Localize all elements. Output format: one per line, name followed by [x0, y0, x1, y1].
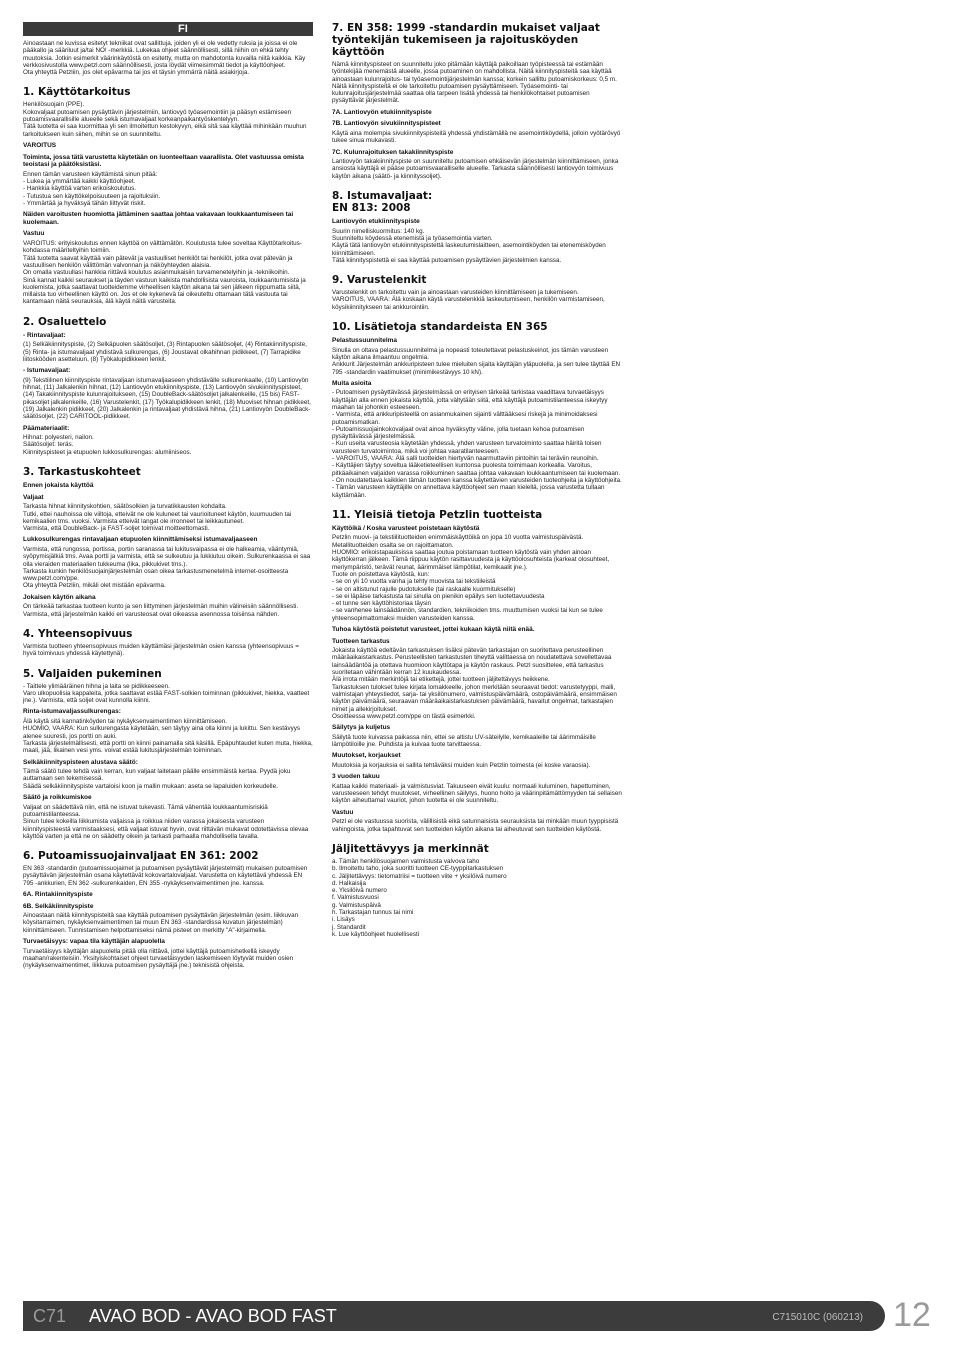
lateral-points-label: 7B. Lantiovyön sivukiinnityspisteet [332, 120, 441, 128]
destroy-statement: Tuhoa käytöstä poistetut varusteet, jottei kukaan käytä niitä enää. [332, 626, 535, 633]
seat-harness-label: - Istumavaljaat: [23, 367, 71, 375]
page-number: 12 [893, 1296, 931, 1334]
compatibility-text: Varmista tuotteen yhteensopivuus muiden käyttämäsi järjestelmän osien kanssa (yhteensopivuus = hyvä toimivuus yhdessä käytettynä). [23, 642, 299, 658]
fall-arrest-text: EN 363 -standardin (putoamissuojaimet ja putoamisen pysäyttävät järjestelmät) mukaisen putoamisen pysäyttävän järjestelmän osana käytettävät kokovartalovaljaat. Varustetta on käytettävä yhdessä EN 795 -ankkurien, EN 362 -sulkurenkaiden, EN 355 -nykäyksenvaimentimen jne. kanssa. [23, 865, 308, 887]
dorsal-point-label: 6B. Selkäkiinnityspiste [23, 902, 94, 910]
chest-harness-parts: (1) Selkäkiinnityspiste, (2) Selkäpuolen säätösoljet, (3) Rintapuolen säätösoljet, (4) Rintakiinnityspiste, (5) Rinta- ja istumavaljaat yhdistävä sulkurengas, (6) Joustavat olkahihnan pidikkeet, (7) Tarrapidike liitoskööden asetteluun, (8) Työkalupidikkeen lenkit. [23, 341, 307, 363]
lifetime-label: Käyttöikä / Koska varusteet poistetaan käytöstä [332, 524, 480, 532]
harness-check-text: Tarkasta hihnat kiinnityskohtien, säätösolkien ja turvatikkausten kohdalta. Tutki, ettei nauhoissa ole viiltoja, etteivät ne ole kuluneet tai vaurioituneet käytön, kuumuuden tai kemikaalien tms. vuoksi. Varmista etteivät langat ole irronneet tai leikkautuneet. Varmista, että DoubleBack- ja FAST-soljet toimivat moitteettomasti. [23, 503, 292, 533]
section-6-heading: 6. Putoamissuojainvaljaat EN 361: 2002 [23, 850, 259, 863]
traceability-heading: Jäljitettävyys ja merkinnät [332, 842, 489, 855]
traceability-list: a. Tämän henkilösuojaimen valmistusta valvova taho b. Ilmoitettu taho, joka suoritti tuotteen CE-tyyppitarkastuksen c. Jäljitettävyys: tietomatriisi = tuotteen viite + yksilöivä numero d. Halkaisija e. Yksilöivä numero f. Valmistusvuosi g. Valmistuspäivä h. Tarkastajan tunnus tai nimi i. Lisäys j. Standardit k. Lue käyttöohjeet huolellisesti [332, 857, 507, 938]
liability-label: Vastuu [332, 808, 354, 816]
intro-text: Ainoastaan ne kuvissa esitetyt tekniikat ovat sallittuja, joiden yli ei ole vedetty ruksia ja joissa ei ole pääkallo ja sääriluut ja/tai NO! -merkkiä. Lukekaa ohjeet säännöllisesti, sillä niihin on ehkä tehty muutoksia. Jotkin esimerkit väärinkäytöstä on esitetty, mutta on mahdotonta kuvailla niitä kaikkia. Käy verkkosivustolla www.petzl.com säännöllisesti, josta löydät viimeisimmät tiedot ja käyttöohjeet. Ota yhteyttä Petzliin, jos olet epävarma tai jos et täysin ymmärrä näitä asiakirjoja. [23, 40, 306, 77]
guarantee-text: Kattaa kaikki materiaali- ja valmistusviat. Takuuseen eivät kuulu: normaali kuluminen, hapettuminen, varusteeseen tehdyt muutokset, virheellinen säilytys, huono hoito ja väärinpitämättömyyden tai sellaisen käytön aiheuttamat vauriot, johon tuotetta ei ole suunniteltu. [332, 782, 622, 805]
attachment-points-text: Ainoastaan näitä kiinnityspisteitä saa käyttää putoamisen pysäyttävän järjestelmän (esim. liikkuvan köysitarraimen, nykäyksenvaimentimen tai muun EN 363 -standardissa kuvatun järjestelmän) kiinnittämiseen. Tunnistamisen helpottamiseksi nämä pisteet on merkitty "A"-kirjaimella. [23, 912, 299, 934]
section-10-heading: 10. Lisätietoja standardeista EN 365 [332, 321, 548, 334]
section-1-text: Henkilösuojain (PPE). Kokovaljaat putoamisen pysäyttävin järjestelmiin, lantiovyö työasemointiin ja pääsyn estämiseen putoamisvaarallisille alueelle sekä istumavaljaat korkeanpaikantyöskentelyyn. Tätä tuotetta ei saa kuormittaa yli sen ilmoitettun kestokyvyn, eikä sitä saa käyttää mihinkään muuhun tarkoitukseen kuin siihen, mihin se on suunniteltu. [23, 101, 307, 138]
guarantee-label: 3 vuoden takuu [332, 773, 380, 781]
connector-label: Rinta-istumavaljassulkurengas: [23, 708, 121, 716]
warning-consequence: Näiden varoitusten huomiotta jättäminen saattaa johtaa vakavaan loukkaantumiseen tai kuolemaan. [23, 211, 294, 226]
section-11-heading: 11. Yleisiä tietoja Petzlin tuotteista [332, 508, 543, 521]
ventral-attachment-label: Lantiovyön etukiinnityspiste [332, 218, 420, 226]
document-code: C71 [33, 1306, 67, 1326]
materials-label: Päämateriaalit: [23, 424, 70, 432]
section-8-heading: 8. Istumavaljaat: EN 813: 2008 [332, 190, 433, 215]
section-5-heading: 5. Valjaiden pukeminen [23, 667, 162, 680]
lifetime-text: Petzlin muovi- ja tekstiilituotteiden enimmäiskäyttöikä on jopa 10 vuotta valmistuspäivästä. Metallituotteiden osalta se on rajoittamaton. HUOMIO: erikoistapauksissa saattaa joutua poistamaan tuotteen käytöstä vain yhden ainoan käyttökerran jälkeen. Tämä riippuu käytön rasittavuudesta ja käyttöolosuhteista (karkeat olosuhteet, meriympäristö, terävät reunat, äärimmäiset lämpötilat, kemikaalit jne.). Tuote on poistettava käytöstä, kun: - se on yli 10 vuotta vanha ja tehty muovista tai tekstiileistä - se on altistunut rajulle pudotukselle (tai raskaalle kuormitukselle) - se ei läpäise tarkastusta tai sinulla on pienikin epäilys sen luotettavuudesta - et tunne sen käyttöhistoriaa täysin - se vanhenee lainsäädännön, standardien, tekniikoiden tms. muuttumisen vuoksi tai kun se tulee yhteensopimattomaksi muiden varusteiden kanssa. [332, 534, 610, 622]
seat-harness-parts: (9) Tekstiilinen kiinnityspiste rintavaljaan istumavaljaaseen yhdistävälle sulkurenkaalle, (10) Lantiovyön hihnat, (11) Jalkalenkin hihnat, (12) Lantiovyön etukiinnityspiste, (13) Lantiovyön sivukiinnityspisteet, (14) Takakiinnityspiste kulunrajoitukseen, (15) DoubleBack-säätösoljet jalkalenkeille, (15 bis) FAST-pikasoljet jalkalenkeille, (16) Varustelenkit, (17) Työkalupidikkeen lenkit, (18) Muoviset hihnan pidikkeet, (19) Jalkalenkin pidikkeet, (20) Jalkalenkin ja rintavaljaat yhdistävä hihna, (21) Lantiovyön DoubleBack-säätösoljet, (22) CARITOOL-pidikkeet. [23, 376, 311, 421]
ventral-attachment-text: Suurin nimelliskuormitus: 140 kg. Suunniteltu köydessä etenemistä ja työasemointia varten. Käytä tätä lantiovyön etukiinnityspistettä laskeutumislaitteen, asemointiköyden tai etenemisköyden kiinnittämiseen. Tätä kiinnityspistettä ei saa käyttää putoamisen pysäyttävien järjestelmien kanssa. [332, 227, 606, 264]
other-points-text: - Putoamisen pysäyttävässä järjestelmässä on erityisen tärkeää tarkistaa vaadittava turvaetäisyys käyttäjän alla ennen jokaista käyttöä, jotta vältytään siitä, että käyttäjä putoamistilanteessa iskeytyy maahan tai johonkin esteeseen. - Varmista, että ankkuripisteellä on asianmukainen sijainti välttääksesi riskejä ja minimoidaksesi putoamismatkan. - Putoamissuojainkokovaljaat ovat ainoa hyväksytty väline, jolla tuetaan kehoa putoamisen pysäyttävässä järjestelmässä. - Kun useita varusteosia käytetään yhdessä, yhden varusteen turvatoiminto saattaa häiritä toisen varusteen turvatoimintoa, mikä voi johtaa vaaratilanteeseen. - VAROITUS, VAARA: Älä salli tuotteiden hiertyvän naarmuttaviin pintoihin tai teräviin reunoihin. - Käyttäjien täytyy soveltua lääketieteellisen kuntonsa puolesta toimimaan korkealla. Varoitus, pitkäaikainen valjaiden varassa roikkuminen saattaa johtaa vakavaan loukkaantumiseen tai kuolemaan. - On noudatettava kaikkien tämän tuotteen kanssa käytettävien varusteiden tuoteohjeita ja käyttöohjeita. - Tämän varusteen käyttäjille on annettava käyttöohjeet sen maan kielellä, jossa varustetta tullaan käyttämään. [332, 389, 622, 499]
section-7-heading: 7. EN 358: 1999 -standardin mukaiset valjaat työntekijän tukemiseen ja rajoitusköyden käyttöön [332, 22, 600, 58]
sternal-point-label: 6A. Rintakiinnityspiste [23, 890, 93, 898]
section-1-heading: 1. Käyttötarkoitus [23, 86, 131, 99]
suspension-test-text: Valjaat on säädettävä niin, että ne istuvat tukevasti. Tämä vähentää loukkaantumisriskiä putoamistilanteessa. Sinun tulee kokeilla liikkumista valjaissa ja roikkua niiden varassa jokaisesta varusteen kiinnityspisteestä varmistaaksesi, että valjaat istuvat hyvin, ovat riittävän mukavat odotettavissa olevaa käyttöä varten ja että ne on säädetty oikein ja tarkasti parhaalla mahdollisella tavalla. [23, 803, 309, 840]
carabiner-label: Lukkosulkurengas rintavaljaan etupuolen kiinnittämiseksi istumavaljaaseen [23, 536, 258, 544]
chest-harness-label: - Rintavaljaat: [23, 331, 66, 339]
right-column [332, 22, 622, 942]
other-points-label: Muita asioita [332, 379, 372, 387]
storage-label: Säilytys ja kuljetus [332, 724, 391, 732]
ventral-point-label: 7A. Lantiovyön etukiinnityspiste [332, 108, 432, 116]
modifications-text: Muutoksia ja korjauksia ei sallita tehtäväksi muiden kuin Petzlin toimesta (ei koske varaosia). [332, 761, 591, 769]
dorsal-adjust-text: Tämä säätö tulee tehdä vain kerran, kun valjaat laitetaan päälle ensimmäistä kertaa. Pyydä joku auttamaan sen tekemisessä. Säädä selkäkiinnityspiste vartaloisi koon ja mallin mukaan: aseta se lapaluiden korkeudelle. [23, 768, 291, 790]
donning-text: - Taittele ylimääräinen hihna ja laita se pidikkeeseen. Varo ulkopuolisia kappaleita, jotka saattavat estää FAST-solkien toiminnan (pikkukivet, hiekka, vaatteet jne.). Varmista, että soljet ovat kunnolla kiinni. [23, 682, 310, 705]
responsibility-label: Vastuu [23, 230, 45, 238]
product-title: AVAO BOD - AVAO BOD FAST [89, 1306, 337, 1326]
modifications-label: Muutokset, korjaukset [332, 752, 401, 760]
suspension-test-label: Säätö ja roikkumiskoe [23, 794, 92, 802]
rescue-plan-label: Pelastussuunnitelma [332, 337, 398, 345]
section-3-heading: 3. Tarkastuskohteet [23, 466, 141, 479]
materials-text: Hihnat: polyesteri, nailon. Säätösoljet: teräs. Kiinnityspisteet ja etupuolen lukkosulkurengas: alumiiniseos. [23, 434, 192, 456]
lateral-points-text: Käytä aina molempia sivukiinnityspisteitä yhdessä yhdistämällä ne asemointiköydellä, jolloin vyötärövyö tukee sinua mukavasti. [332, 129, 621, 145]
responsibility-text: VAROITUS: erityiskoulutus ennen käyttöä on välttämätön. Koulutusta tulee soveltaa Käyttötarkoitus-kohdassa määriteltyihin toimiin. Tätä tuotetta saavat käyttää vain pätevät ja vastuulliset henkilöt tai henkilöt, jotka ovat pätevän ja vastuullisen henkilön välittömän valvonnan ja näköyhteyden alaisia. On omalla vastuullasi hankkia riittävä koulutus asianmukaisiin turvamenetelyihin ja -tekniikoihin. Sinä kannat kaikki seuraukset ja täyden vastuun kaikista mahdollisista vauroista, loukkaantumisista ja kuolemista, jotka saattavat tuotteidemme virheellisen käytön aikana tai sen jälkeen riippumatta siitä, millaista tuo virheellinen käyttö on. Jos et ole kykenevä tai oikeutettu ottamaan tätä vastuuta tai kantamaan näitä seurauksia, älä käytä näitä varusteita. [23, 240, 306, 306]
during-use-label: Jokaisen käytön aikana [23, 593, 96, 601]
inspection-label: Tuotteen tarkastus [332, 637, 390, 645]
section-4-heading: 4. Yhteensopivuus [23, 627, 133, 640]
clearance-label: Turvaetäisyys: vapaa tila käyttäjän alapuolella [23, 938, 165, 946]
clearance-text: Turvaetäisyys käyttäjän alapuolella pitää olla riittävä, jottei käyttäjä putoamishetkellä iskeydy maahan/rakenteisiin. Yksityiskohtaiset ohjeet turvaetäisyyden laskemiseen löytyvät muiden osien (nykäyksenvaimentimet, liikkuva putoamisen pysäyttäjä jne.) teknisistä ohjeista. [23, 947, 294, 970]
harness-label: Valjaat [23, 493, 44, 501]
warning-label: VAROITUS [23, 141, 57, 149]
inspection-text: Jokaista käyttöä edeltävän tarkastuksen lisäksi pätevän tarkastajan on suoritettava perusteellinen määräaikaistarkastus. Perusteellisten tarkastusten tiheyttä valittaessa on noudatettava sovellettavaa lainsäädäntöä ja otettava huomioon käyttötapa ja käytön raskaus. Petzl suosittelee, että tarkastus suoritetaan vähintään kerran 12 kuukaudessa. Älä irrota mitään merkintöjä tai etikettejä, jottei tuotteen jäljitettävyys heikkene. Tarkastuksen tulokset tulee kirjata lomakkeelle, johon merkitään seuraavat tiedot: varustetyyppi, malli, valmistajan yhteystiedot, sarja- tai yksilönumero, valmistuspäivämäärä, ostopäivämäärä, ensimmäisen käytön päivämäärä, seuraavan määräaikaistarkastuksen päivämäärä, havaitut ongelmat, tarkastajien nimet ja allekirjoitukset. Osoitteessa www.petzl.com/ppe on tästä esimerkki. [332, 647, 617, 720]
warning-statement: Toiminta, jossa tätä varustetta käytetään on luonteeltaan vaarallista. Olet vastuussa omista teoistasi ja päätöksistäsi. [23, 153, 304, 169]
during-use-text: On tärkeää tarkastaa tuotteen kunto ja sen liittyminen järjestelmän muihin välineisiin säännöllisesti. Varmista, että järjestelmän kaikki eri varusteosat ovat oikeassa asennossa toisiinsa nähden. [23, 603, 299, 618]
section-9-heading: 9. Varustelenkit [332, 274, 427, 287]
before-use-label: Ennen jokaista käyttöä [23, 482, 94, 490]
left-column [23, 22, 313, 974]
storage-text: Säilytä tuote kuivassa paikassa niin, ettei se altistu UV-säteilylle, kemikaaleille tai äärimmäisille lämpötiloille jne. Puhdista ja kuivaa tuote tarvittaessa. [332, 733, 596, 749]
dorsal-adjust-label: Selkäkiinnityspisteen alustava säätö: [23, 758, 138, 766]
gear-loops-text: Varustelenkit on tarkoitettu vain ja ainoastaan varusteiden kiinnittämiseen ja tukemiseen. VAROITUS, VAARA: Älä koskaan käytä varustelenkkiä laskeutumiseen, henkilön varmistamiseen, köysikiinnitykseen tai ankkurointiin. [332, 289, 605, 311]
document-reference: C715010C (060213) [772, 1312, 863, 1323]
positioning-text: Nämä kiinnityspisteet on suunniteltu joko pitämään käyttäjä paikoillaan työpisteessä tai estämään työntekijää menemästä alueelle, jossa putoaminen on mahdollista. Näitä kiinnityspisteitä saa käyttää ainoastaan kulunrajoitus- tai työasemointijärjestelmän kanssa; korkein sallittu putoamiskorkeus: 0,5 m. Näitä kiinnityspisteitä ei ole tarkoitettu putoamisen pysäyttämiseen. Työasemointi- tai kulunrajoitusjärjestelmää saattaa olla tarpeen lisätä yhdessä tai henkilökohtaiset putoamisen pysäyttävät järjestelmät. [332, 61, 617, 105]
liability-text: Petzl ei ole vastuussa suorista, välillisistä eikä satunnaisista seurauksista tai minkään muun tyyppisistä vahingoista, jotka tapahtuvat sen tuotteiden käytön aikana tai aiheutuvat sen tuotteiden käytöstä. [332, 818, 619, 833]
restraint-point-label: 7C. Kulunrajoituksen takakiinnityspiste [332, 148, 454, 156]
language-label: FI [23, 22, 313, 36]
restraint-point-text: Lantiovyön takakiinnityspiste on suunniteltu putoamisen ehkäisevän järjestelmän kiinnittämiseen, jonka ansiosta käyttäjä ei pääse putoamisvaaralliselle alueelle. Tarkasta säännöllisesti lantiovyön toimivuus käytön aikana (säätö- ja kiinnityssoljet). [332, 158, 619, 180]
section-2-heading: 2. Osaluettelo [23, 315, 107, 328]
footer-bar [23, 1301, 885, 1331]
rescue-plan-text: Sinulla on oltava pelastussuunnitelma ja nopeasti toteutettavat pelastuskeinot, jos tämän varusteen käytön aikana ilmaantuu ongelmia. Ankkurit Järjestelmän ankkuripisteen tulee mieluiten sijaita käyttäjän yläpuolella, ja sen tulee täyttää EN 795 -standardin vaatimukset (minimikestävyys 10 kN). [332, 346, 621, 376]
carabiner-check-text: Varmista, että rungossa, portissa, portin saranassa tai lukitusvaipassa ei ole halkeamia, vääntymiä, syöpymisjälkiä tms. Avaa portti ja varmista, että se sulkeutuu ja lukkiutuu oikein. Sulkurenkaassa ei saa olla vieraiden materiaalien tukkeuma (lika, pikkukivet tms.). Tarkasta kunkin henkilösuojainjärjestelmän osan oikea tarkastusmenetelmä internet-osoitteesta www.petzl.com/ppe. Ota yhteyttä Petzliin, mikäli olet mistään epävarma. [23, 546, 311, 590]
warning-list: Ennen tämän varusteen käyttämistä sinun pitää: - Lukea ja ymmärtää kaikki käyttöohjeet. - Hankkia käyttöä varten erikoiskoulutus. - Tutustua sen käyttökelpoisuuteen ja rajoituksiin. - Ymmärtää ja hyväksyä tähän liittyvät riskit. [23, 170, 161, 207]
connector-text: Älä käytä sitä kannatinköyden tai nykäyksenvaimentimen kiinnittämiseen. HUOMIO, VAARA: Kun sulkurengasta käytetään, sen täytyy aina olla kiinni ja lukittu. Sen kestävyys alenee suuresti, jos portti on auki. Tarkasta järjestelmällisesti, että portti on kiinni painamalla sitä käsillä. Epäpuhtaudet kuten muta, hiekka, maali, jää, likainen vesi yms. voivat estää lukitusjärjestelmän toiminnan. [23, 718, 313, 755]
